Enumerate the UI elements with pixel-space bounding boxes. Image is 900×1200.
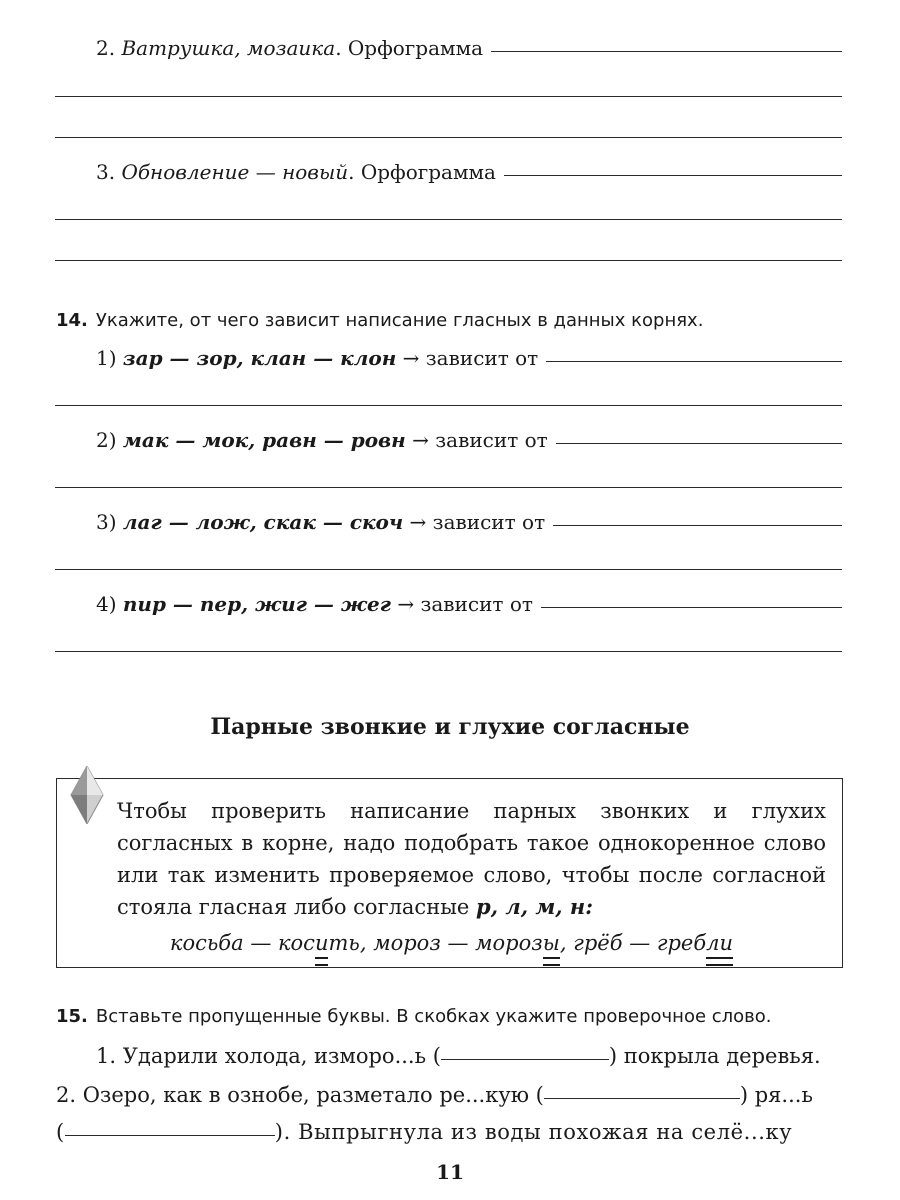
answer-line[interactable] [55, 487, 842, 488]
item-roots: зар — зор, клан — клон [122, 346, 397, 370]
answer-blank[interactable] [441, 1059, 609, 1060]
answer-line[interactable] [556, 443, 842, 444]
task-number: 15. [56, 1006, 88, 1027]
arrow-icon: → [402, 346, 420, 370]
arrow-icon: → [412, 428, 429, 452]
item-num: 2. [96, 36, 116, 60]
answer-line[interactable] [55, 260, 842, 261]
item-tail: зависит от [420, 592, 533, 616]
task-14-item-4 [96, 592, 842, 616]
underlined-vowel: и [315, 927, 329, 959]
answer-line[interactable] [55, 651, 842, 652]
task-15-line-1: 1. Ударили холода, изморо...ь ( ) покрыла деревья. [96, 1044, 821, 1068]
answer-line[interactable] [553, 525, 842, 526]
answer-line[interactable] [55, 137, 842, 138]
rule-text: Чтобы проверить написание парных звонких и глухих согласных в корне, надо подобрать такое однокоренное слово или так изменить проверяемое слово, чтобы после согласной стояла гласная либо согласные р, л, м, н: [117, 799, 826, 919]
task-14-item-3 [96, 510, 842, 534]
task-text: Укажите, от чего зависит написание гласных в данных корнях. [95, 310, 704, 331]
underlined-consonants: ли [706, 927, 733, 959]
rule-box [56, 778, 843, 968]
task-14-prompt [56, 310, 703, 331]
item-words: Обновление — новый [121, 160, 349, 184]
task-14-item-1 [96, 346, 842, 370]
answer-line[interactable] [55, 569, 842, 570]
item-tail: зависит от [425, 346, 539, 370]
answer-line[interactable] [546, 361, 842, 362]
item-roots: мак — мок, равн — ровн [122, 428, 406, 452]
item-num: 4) [96, 592, 117, 616]
item-13-3: 3. Обновление — новый . Орфограмма [96, 160, 842, 184]
item-label: Орфограмма [347, 36, 484, 60]
item-roots: пир — пер, жиг — жег [122, 592, 391, 616]
answer-line[interactable] [55, 96, 842, 97]
item-num: 2) [96, 428, 117, 452]
item-num: 1) [96, 346, 117, 370]
answer-line[interactable] [541, 607, 842, 608]
task-15-prompt [56, 1006, 772, 1027]
section-title: Парные звонкие и глухие согласные [210, 714, 690, 740]
task-15-line-2: 2. Озеро, как в ознобе, разметало ре...кую ( ) ря...ь [56, 1083, 813, 1107]
item-13-2: 2. Ватрушка, мозаика . Орфограмма [96, 36, 842, 60]
diamond-icon [70, 766, 104, 824]
item-num: 3. [96, 160, 116, 184]
arrow-icon: → [409, 510, 427, 534]
underlined-vowel: ы [543, 927, 560, 959]
item-label: Орфограмма [360, 160, 496, 184]
answer-blank[interactable] [544, 1098, 740, 1099]
rule-examples: косьба — косить, мороз — морозы, грёб — гребли [77, 927, 826, 959]
item-tail: зависит от [432, 510, 546, 534]
answer-line[interactable] [55, 219, 842, 220]
answer-line[interactable] [491, 51, 842, 52]
page-number: 11 [436, 1160, 464, 1184]
arrow-icon: → [397, 592, 415, 616]
item-num: 3) [96, 510, 117, 534]
task-number: 14. [56, 310, 88, 331]
answer-blank[interactable] [65, 1135, 275, 1136]
rule-letters: р, л, м, н: [476, 894, 593, 919]
task-text: Вставьте пропущенные буквы. В скобках укажите проверочное слово. [95, 1006, 772, 1027]
answer-line[interactable] [504, 175, 842, 176]
item-words: Ватрушка, мозаика [121, 36, 336, 60]
item-roots: лаг — лож, скак — скоч [122, 510, 404, 534]
item-tail: зависит от [435, 428, 548, 452]
answer-line[interactable] [55, 405, 842, 406]
task-14-item-2 [96, 428, 842, 452]
task-15-line-3: ( ). Выпрыгнула из воды похожая на селё...ку [56, 1120, 793, 1144]
